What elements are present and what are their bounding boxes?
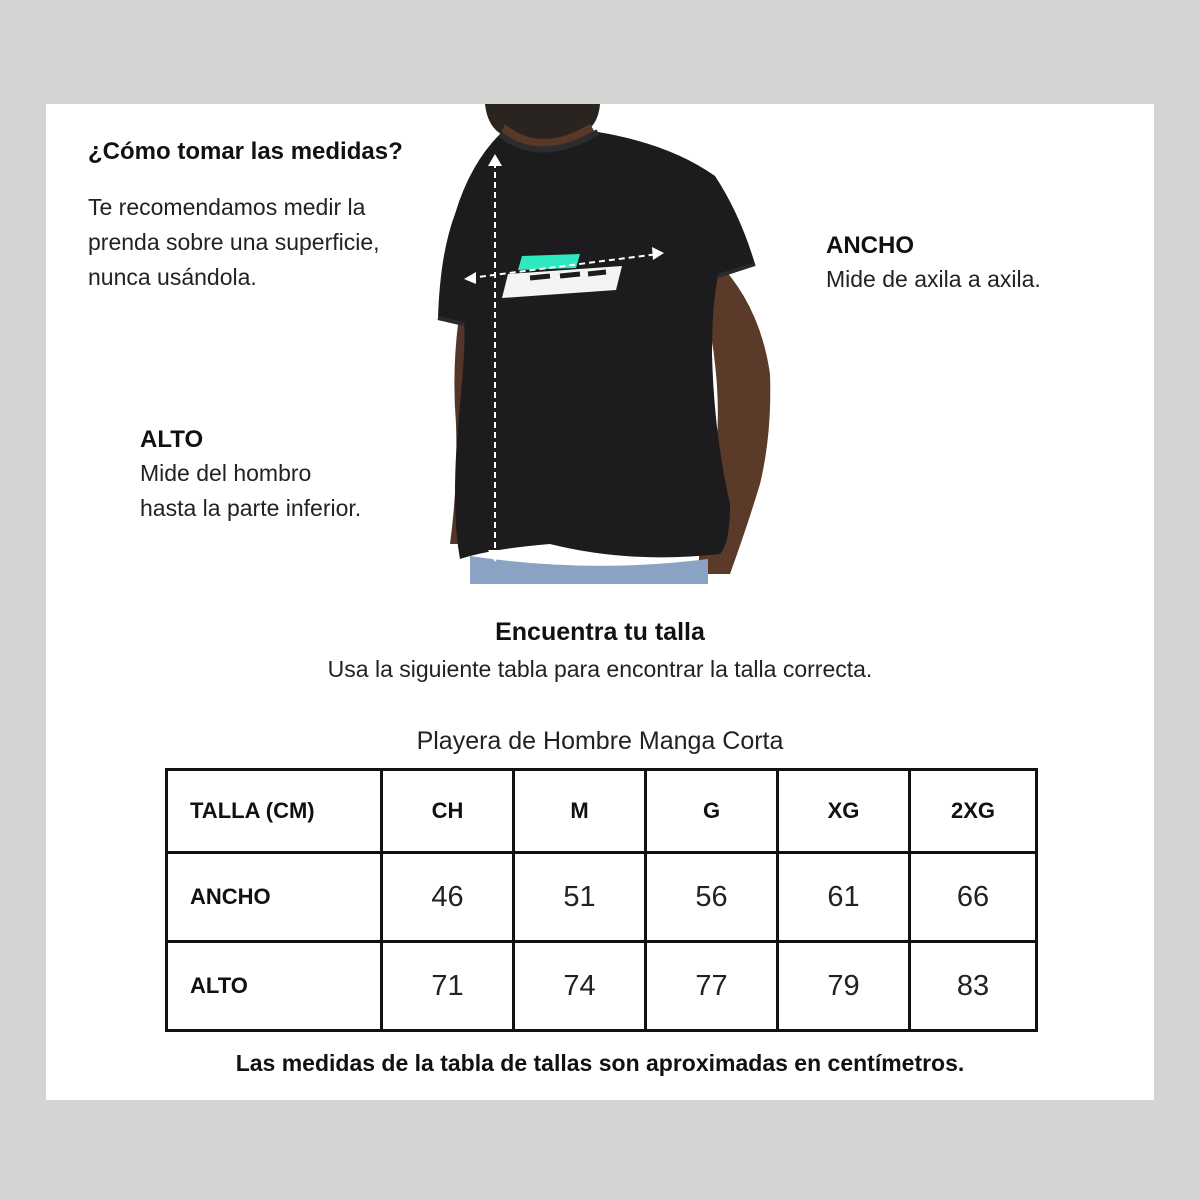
table-cell: 51 — [514, 853, 646, 942]
table-header-cell: CH — [382, 770, 514, 853]
table-cell: 74 — [514, 942, 646, 1031]
table-row — [167, 942, 1037, 1031]
how-to-measure-text: Te recomendamos medir la prenda sobre una superficie, nunca usándola. — [88, 194, 380, 290]
ancho-description: Mide de axila a axila. — [826, 266, 1041, 292]
table-cell: 71 — [382, 942, 514, 1031]
table-header-cell: TALLA (CM) — [167, 770, 382, 853]
table-cell: 46 — [382, 853, 514, 942]
model-tshirt-illustration — [430, 104, 780, 584]
alto-description-line2: hasta la parte inferior. — [140, 495, 362, 521]
find-size-title: Encuentra tu talla — [495, 618, 705, 646]
table-cell: 56 — [646, 853, 778, 942]
find-size-subtitle: Usa la siguiente tabla para encontrar la talla correcta. — [327, 656, 873, 682]
table-caption: Playera de Hombre Manga Corta — [416, 727, 784, 755]
table-cell: 61 — [778, 853, 910, 942]
table-row — [167, 853, 1037, 942]
table-cell: 79 — [778, 942, 910, 1031]
table-row-label: ANCHO — [167, 853, 382, 942]
model-jeans — [470, 556, 708, 584]
table-header-cell: XG — [778, 770, 910, 853]
table-header-cell: G — [646, 770, 778, 853]
alto-description-line1: Mide del hombro — [140, 460, 312, 486]
measurement-footnote: Las medidas de la tabla de tallas son aproximadas en centímetros. — [235, 1050, 965, 1076]
ancho-instruction — [826, 230, 1041, 297]
table-header-cell: M — [514, 770, 646, 853]
model-shirt — [438, 132, 755, 559]
ancho-label: ANCHO — [826, 232, 914, 259]
how-to-measure-title: ¿Cómo tomar las medidas? — [88, 138, 403, 165]
table-row-label: ALTO — [167, 942, 382, 1031]
table-header-row — [167, 770, 1037, 853]
table-cell: 83 — [910, 942, 1037, 1031]
table-cell: 77 — [646, 942, 778, 1031]
alto-label: ALTO — [140, 426, 204, 453]
alto-instruction — [140, 424, 361, 526]
table-header-cell: 2XG — [910, 770, 1037, 853]
table-cell: 66 — [910, 853, 1037, 942]
size-table — [165, 768, 1038, 1032]
